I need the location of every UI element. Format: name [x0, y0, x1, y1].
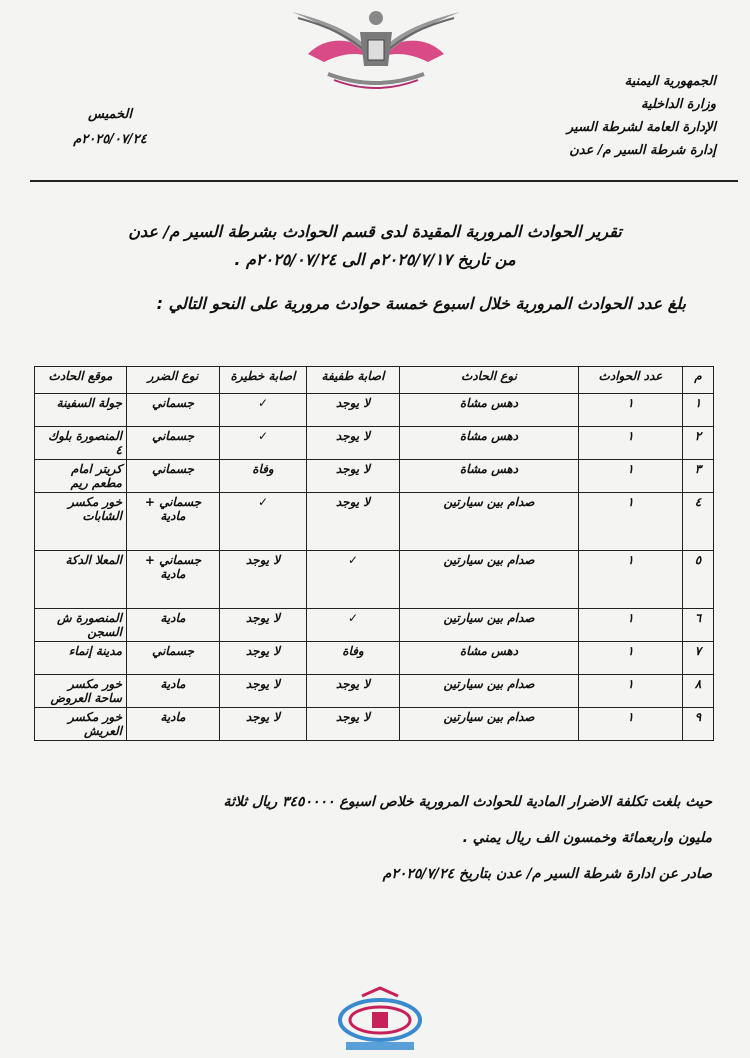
row-minor-injury: ✓ [307, 609, 400, 642]
col-header-type: نوع الحادث [400, 367, 579, 394]
traffic-police-logo-icon [326, 986, 434, 1052]
row-location: المنصورة بلوك ٤ [35, 427, 127, 460]
row-index: ٥ [683, 551, 714, 609]
col-header-minor-injury: اصابة طفيفة [307, 367, 400, 394]
report-intro: بلغ عدد الحوادث المرورية خلال اسبوع خمسة حوادث مرورية على النحو التالي : [156, 294, 686, 313]
table-row [35, 551, 714, 609]
damage-cost-line: حيث بلغت تكلفة الاضرار المادية للحوادث المرورية خلاص اسبوع ٣٤٥٠٠٠٠ ريال ثلاثة [223, 794, 712, 810]
header-date: ٢٠٢٥/٠٧/٢٤م [73, 132, 147, 147]
col-header-index: م [683, 367, 714, 394]
col-header-location: موقع الحادث [35, 367, 127, 394]
date-header [50, 102, 170, 152]
row-damage-type: مادية [127, 675, 220, 708]
row-minor-injury: لا يوجد [307, 460, 400, 493]
row-minor-injury: لا يوجد [307, 493, 400, 551]
report-footer [52, 784, 712, 892]
row-minor-injury: ✓ [307, 551, 400, 609]
row-type: صدام بين سيارتين [400, 493, 579, 551]
table-row [35, 675, 714, 708]
row-location: مدينة إنماء [35, 642, 127, 675]
row-count: ١ [579, 675, 683, 708]
row-damage-type: جسماني [127, 460, 220, 493]
damage-cost-words: مليون واربعمائة وخمسون الف ريال يمني . [462, 830, 712, 846]
row-count: ١ [579, 642, 683, 675]
yemen-eagle-emblem-icon [288, 4, 464, 96]
row-damage-type: مادية [127, 609, 220, 642]
report-title-block [60, 218, 690, 274]
table-row [35, 427, 714, 460]
ministry-name: وزارة الداخلية [640, 97, 716, 112]
row-index: ٤ [683, 493, 714, 551]
row-index: ٧ [683, 642, 714, 675]
republic-name: الجمهورية اليمنية [624, 74, 716, 89]
row-location: المنصورة ش السجن [35, 609, 127, 642]
row-type: صدام بين سيارتين [400, 609, 579, 642]
table-header-row [35, 367, 714, 394]
row-type: صدام بين سيارتين [400, 551, 579, 609]
row-type: دهس مشاة [400, 394, 579, 427]
table-row [35, 460, 714, 493]
row-damage-type: جسماني [127, 642, 220, 675]
accidents-table [34, 366, 714, 741]
col-header-count: عدد الحوادث [579, 367, 683, 394]
row-index: ٣ [683, 460, 714, 493]
row-location: كريتر امام مطعم ريم [35, 460, 127, 493]
row-minor-injury: وفاة [307, 642, 400, 675]
row-damage-type: جسماني [127, 427, 220, 460]
row-minor-injury: لا يوجد [307, 394, 400, 427]
row-minor-injury: لا يوجد [307, 708, 400, 741]
row-index: ٦ [683, 609, 714, 642]
day-name: الخميس [88, 107, 132, 122]
row-damage-type: جسماني [127, 394, 220, 427]
row-location: خور مكسر الشابات [35, 493, 127, 551]
department-name: إدارة شرطة السير م/ عدن [569, 143, 716, 158]
col-header-serious-injury: اصابة خطيرة [220, 367, 307, 394]
row-serious-injury: لا يوجد [220, 675, 307, 708]
table-row [35, 642, 714, 675]
row-serious-injury: لا يوجد [220, 551, 307, 609]
row-count: ١ [579, 609, 683, 642]
issued-statement: صادر عن ادارة شرطة السير م/ عدن بتاريخ ٢٠٢٥/٧/٢٤م [382, 866, 712, 882]
row-count: ١ [579, 708, 683, 741]
row-location: جولة السفينة [35, 394, 127, 427]
row-location: خور مكسر العريش [35, 708, 127, 741]
report-title: تقرير الحوادث المرورية المقيدة لدى قسم الحوادث بشرطة السير م/ عدن [128, 222, 622, 241]
row-index: ٩ [683, 708, 714, 741]
table-row [35, 394, 714, 427]
row-serious-injury: وفاة [220, 460, 307, 493]
row-damage-type: جسماني + مادية [127, 551, 220, 609]
row-location: المعلا الدكة [35, 551, 127, 609]
report-period: من تاريخ ٢٠٢٥/٧/١٧م الى ٢٠٢٥/٠٧/٢٤م . [234, 250, 516, 269]
row-index: ٨ [683, 675, 714, 708]
row-serious-injury: ✓ [220, 427, 307, 460]
table-row [35, 493, 714, 551]
issuing-authority-header [456, 70, 716, 162]
row-damage-type: جسماني + مادية [127, 493, 220, 551]
row-count: ١ [579, 460, 683, 493]
col-header-damage-type: نوع الضرر [127, 367, 220, 394]
row-serious-injury: ✓ [220, 493, 307, 551]
row-serious-injury: ✓ [220, 394, 307, 427]
row-location: خور مكسر ساحة العروض [35, 675, 127, 708]
table-row [35, 708, 714, 741]
row-type: دهس مشاة [400, 460, 579, 493]
row-count: ١ [579, 551, 683, 609]
row-minor-injury: لا يوجد [307, 675, 400, 708]
row-count: ١ [579, 493, 683, 551]
row-damage-type: مادية [127, 708, 220, 741]
row-index: ٢ [683, 427, 714, 460]
row-index: ١ [683, 394, 714, 427]
row-type: صدام بين سيارتين [400, 708, 579, 741]
header-divider [30, 180, 738, 182]
row-serious-injury: لا يوجد [220, 609, 307, 642]
row-serious-injury: لا يوجد [220, 642, 307, 675]
table-row [35, 609, 714, 642]
directorate-name: الإدارة العامة لشرطة السير [566, 120, 716, 135]
row-type: صدام بين سيارتين [400, 675, 579, 708]
row-type: دهس مشاة [400, 427, 579, 460]
row-serious-injury: لا يوجد [220, 708, 307, 741]
row-type: دهس مشاة [400, 642, 579, 675]
row-count: ١ [579, 394, 683, 427]
row-minor-injury: لا يوجد [307, 427, 400, 460]
row-count: ١ [579, 427, 683, 460]
